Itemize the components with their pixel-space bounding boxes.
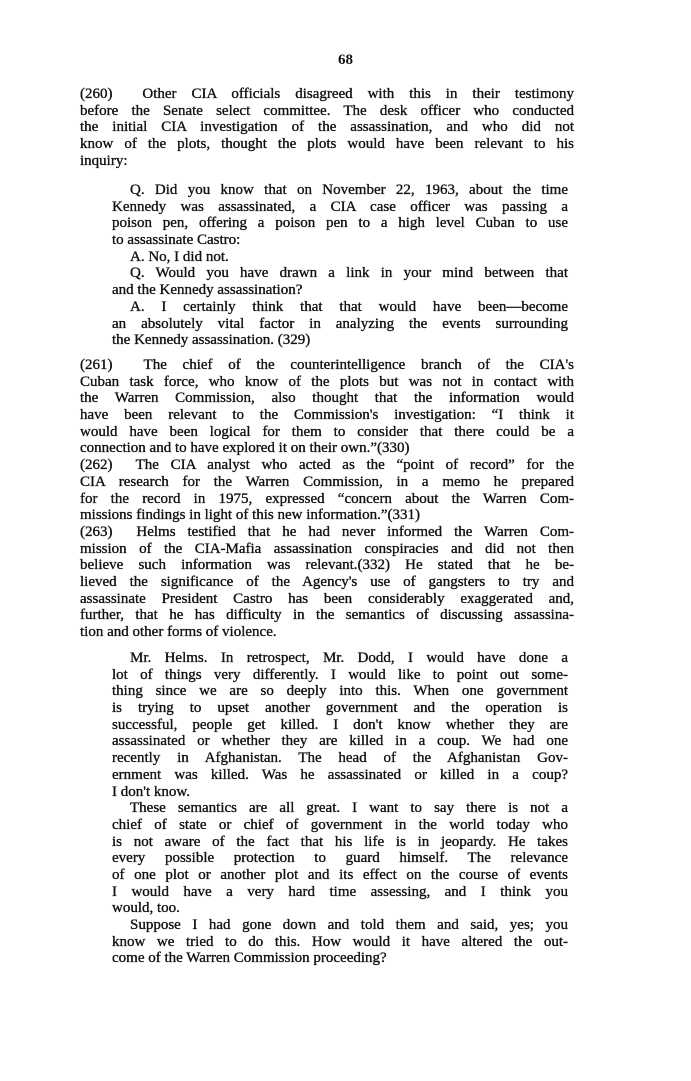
text-line: assassinated or whether they are killed in a coup. We had one <box>112 733 568 750</box>
text-line: recently in Afghanistan. The head of the Afghanistan Gov- <box>112 750 568 767</box>
text-line: successful, people get killed. I don't know whether they are <box>112 716 568 733</box>
text-line: These semantics are all great. I want to say there is not a <box>130 800 568 817</box>
text-line: connection and to have explored it on their own.”(330) <box>80 440 410 457</box>
text-line: believe such information was relevant.(332) He stated that he be- <box>80 557 574 574</box>
text-line: Q. Did you know that on November 22, 1963, about the time <box>130 182 568 198</box>
text-line: Suppose I had gone down and told them and said, yes; you <box>130 917 568 933</box>
text-line: assassinate President Castro has been considerably exaggerated and, <box>80 590 574 607</box>
testimony-quote-helms <box>112 650 568 967</box>
paragraph <box>112 249 568 266</box>
text-line: know we tried to do this. How would it have altered the out- <box>112 933 568 950</box>
text-line: poison pen, offering a poison pen to a high level Cuban to use <box>112 215 568 232</box>
text-line: an absolutely vital factor in analyzing the events surrounding <box>112 315 568 332</box>
body-text-paragraphs-261-263 <box>80 357 574 641</box>
text-line: before the Senate select committee. The desk officer who conducted <box>80 102 574 119</box>
text-line: Q. Would you have drawn a link in your mind between that <box>130 265 568 282</box>
text-line: come of the Warren Commission proceeding? <box>112 950 387 967</box>
text-line: A. I certainly think that that would have been—become <box>130 298 568 315</box>
text-line: missions findings in light of this new information.”(331) <box>80 507 420 524</box>
text-line: Kennedy was assassinated, a CIA case officer was passing a <box>112 198 568 215</box>
text-line: mission of the CIA-Mafia assassination conspiracies and did not then <box>80 540 574 557</box>
text-line: have been relevant to the Commission's investigation: “I think it <box>80 407 574 424</box>
text-line: inquiry: <box>80 152 128 169</box>
text-line: A. No, I did not. <box>130 248 229 265</box>
text-line: to assassinate Castro: <box>112 232 241 249</box>
text-line: (263) Helms testified that he had never informed the Warren Com- <box>80 523 574 540</box>
text-line: I don't know. <box>112 783 190 800</box>
text-line: for the record in 1975, expressed “concern about the Warren Com- <box>80 490 574 507</box>
body-text-paragraph-260 <box>80 86 574 169</box>
page-number: 68 <box>338 52 353 68</box>
text-line: (261) The chief of the counterintelligence branch of the CIA's <box>80 357 574 373</box>
paragraph <box>80 357 574 457</box>
testimony-quote-qa <box>112 182 568 349</box>
text-line: the Warren Commission, also thought that the information would <box>80 390 574 407</box>
paragraph <box>80 524 574 641</box>
text-line: is not aware of the fact that his life is in jeopardy. He takes <box>112 833 568 850</box>
text-line: (260) Other CIA officials disagreed with this in their testimony <box>80 86 574 102</box>
text-line: every possible protection to guard himself. The relevance <box>112 850 568 867</box>
text-line: is trying to upset another government and the operation is <box>112 700 568 717</box>
paragraph <box>80 457 574 524</box>
text-line: of one plot or another plot and its effect on the course of events <box>112 866 568 883</box>
paragraph <box>80 86 574 169</box>
text-line: Mr. Helms. In retrospect, Mr. Dodd, I would have done a <box>130 650 568 666</box>
paragraph <box>112 265 568 298</box>
text-line: CIA research for the Warren Commission, in a memo he prepared <box>80 473 574 490</box>
text-line: thing since we are so deeply into this. When one government <box>112 683 568 700</box>
text-line: the Kennedy assassination. (329) <box>112 332 311 349</box>
text-line: lot of things very differently. I would like to point out some- <box>112 666 568 683</box>
text-line: and the Kennedy assassination? <box>112 282 303 299</box>
paragraph <box>112 299 568 349</box>
text-line: ernment was killed. Was he assassinated or killed in a coup? <box>112 766 568 783</box>
text-line: tion and other forms of violence. <box>80 624 277 640</box>
text-line: Cuban task force, who know of the plots but was not in contact with <box>80 373 574 390</box>
paragraph <box>112 917 568 967</box>
text-line: further, that he has difficulty in the semantics of discussing assassina- <box>80 607 574 624</box>
paragraph <box>112 182 568 249</box>
text-line: would have been logical for them to consider that there could be a <box>80 423 574 440</box>
text-line: I would have a very hard time assessing, and I think you <box>112 883 568 900</box>
text-line: (262) The CIA analyst who acted as the “point of record” for the <box>80 457 574 474</box>
text-line: know of the plots, thought the plots would have been relevant to his <box>80 136 574 153</box>
text-line: would, too. <box>112 900 180 917</box>
paragraph <box>112 800 568 917</box>
text-line: lieved the significance of the Agency's use of gangsters to try and <box>80 573 574 590</box>
text-line: the initial CIA investigation of the assassination, and who did not <box>80 119 574 136</box>
text-line: chief of state or chief of government in the world today who <box>112 816 568 833</box>
paragraph <box>112 650 568 800</box>
